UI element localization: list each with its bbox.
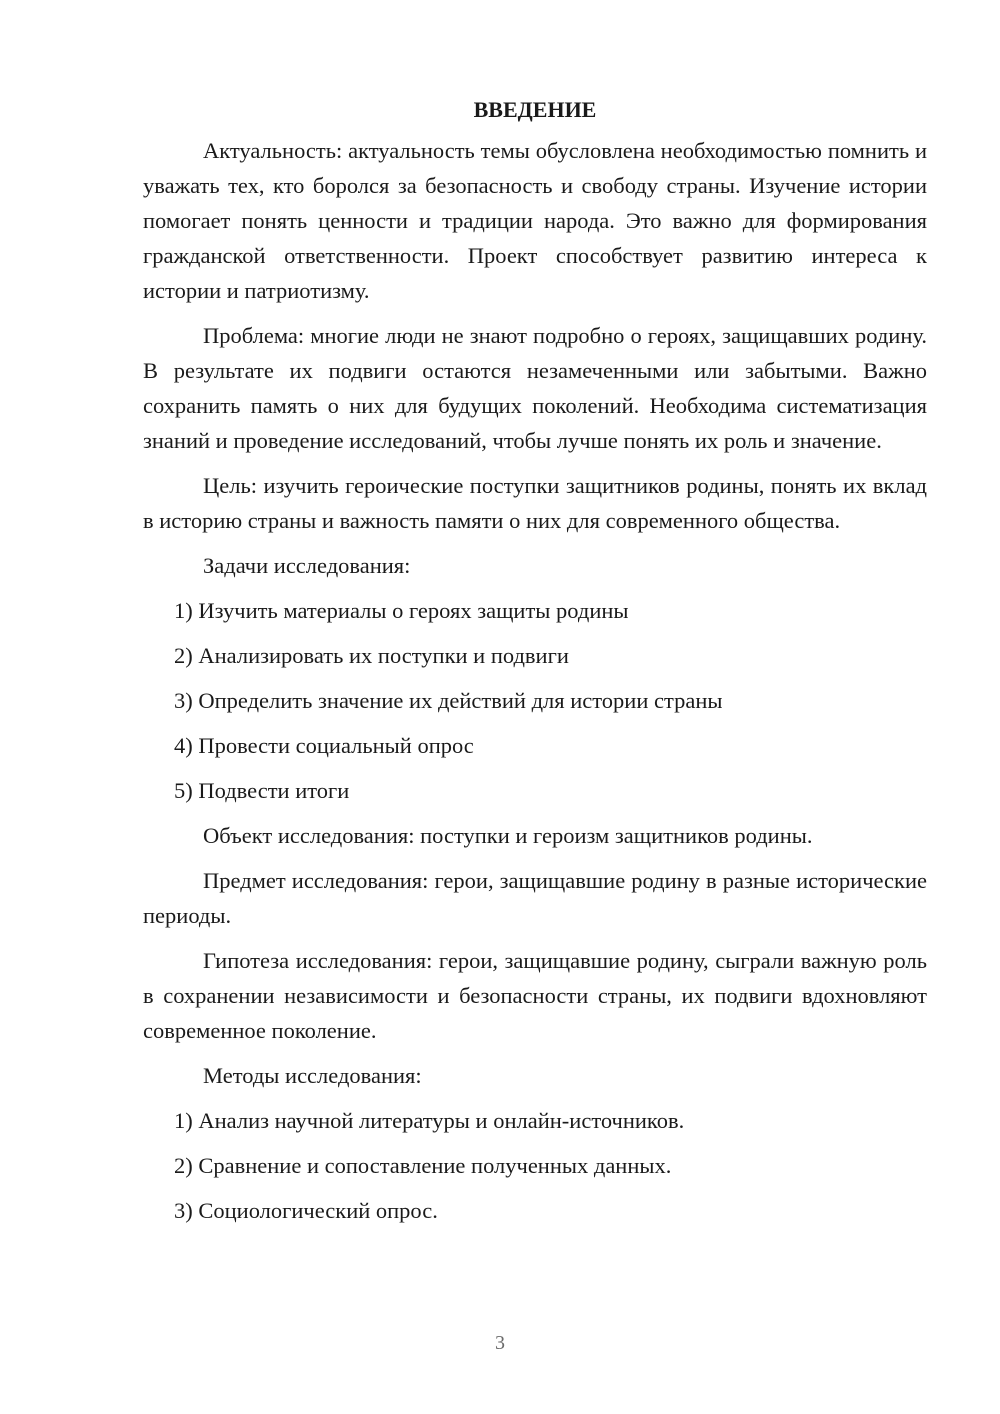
paragraph-hypothesis: Гипотеза исследования: герои, защищавшие родину, сыграли важную роль в сохранении независимости и безопасности страны, их подвиги вдохновляют современное поколение.: [143, 948, 927, 1043]
list-item: 4) Провести социальный опрос: [174, 733, 474, 758]
list-item: 3) Определить значение их действий для истории страны: [174, 688, 723, 713]
paragraph-subject: Предмет исследования: герои, защищавшие родину в разные исторические периоды.: [143, 868, 927, 928]
list-item: 2) Сравнение и сопоставление полученных данных.: [174, 1153, 672, 1178]
section-heading: ВВЕДЕНИЕ: [473, 97, 597, 122]
paragraph-problem: Проблема: многие люди не знают подробно о героях, защищавших родину. В результате их подвиги остаются незамеченными или забытыми. Важно сохранить память о них для будущих поколений. Необходима систематизация знаний и проведение исследований, чтобы лучше понять их роль и значение.: [143, 323, 927, 453]
paragraph-goal: Цель: изучить героические поступки защитников родины, понять их вклад в историю страны и важность памяти о них для современного общества.: [143, 473, 927, 533]
list-item: 5) Подвести итоги: [174, 778, 350, 803]
tasks-list: [143, 593, 927, 808]
list-item: 3) Социологический опрос.: [174, 1198, 438, 1223]
page-content: [143, 92, 927, 1238]
list-item: 2) Анализировать их поступки и подвиги: [174, 643, 569, 668]
list-item: 1) Изучить материалы о героях защиты родины: [174, 598, 629, 623]
methods-list: [143, 1103, 927, 1228]
tasks-title: Задачи исследования:: [203, 553, 411, 578]
page-number: 3: [495, 1332, 505, 1354]
paragraph-object: Объект исследования: поступки и героизм защитников родины.: [203, 823, 813, 848]
list-item: 1) Анализ научной литературы и онлайн-источников.: [174, 1108, 685, 1133]
paragraph-relevance: Актуальность: актуальность темы обусловлена необходимостью помнить и уважать тех, кто боролся за безопасность и свободу страны. Изучение истории помогает понять ценности и традиции народа. Это важно для формирования гражданской ответственности. Проект способствует развитию интереса к истории и патриотизму.: [143, 138, 927, 303]
methods-title: Методы исследования:: [203, 1063, 422, 1088]
